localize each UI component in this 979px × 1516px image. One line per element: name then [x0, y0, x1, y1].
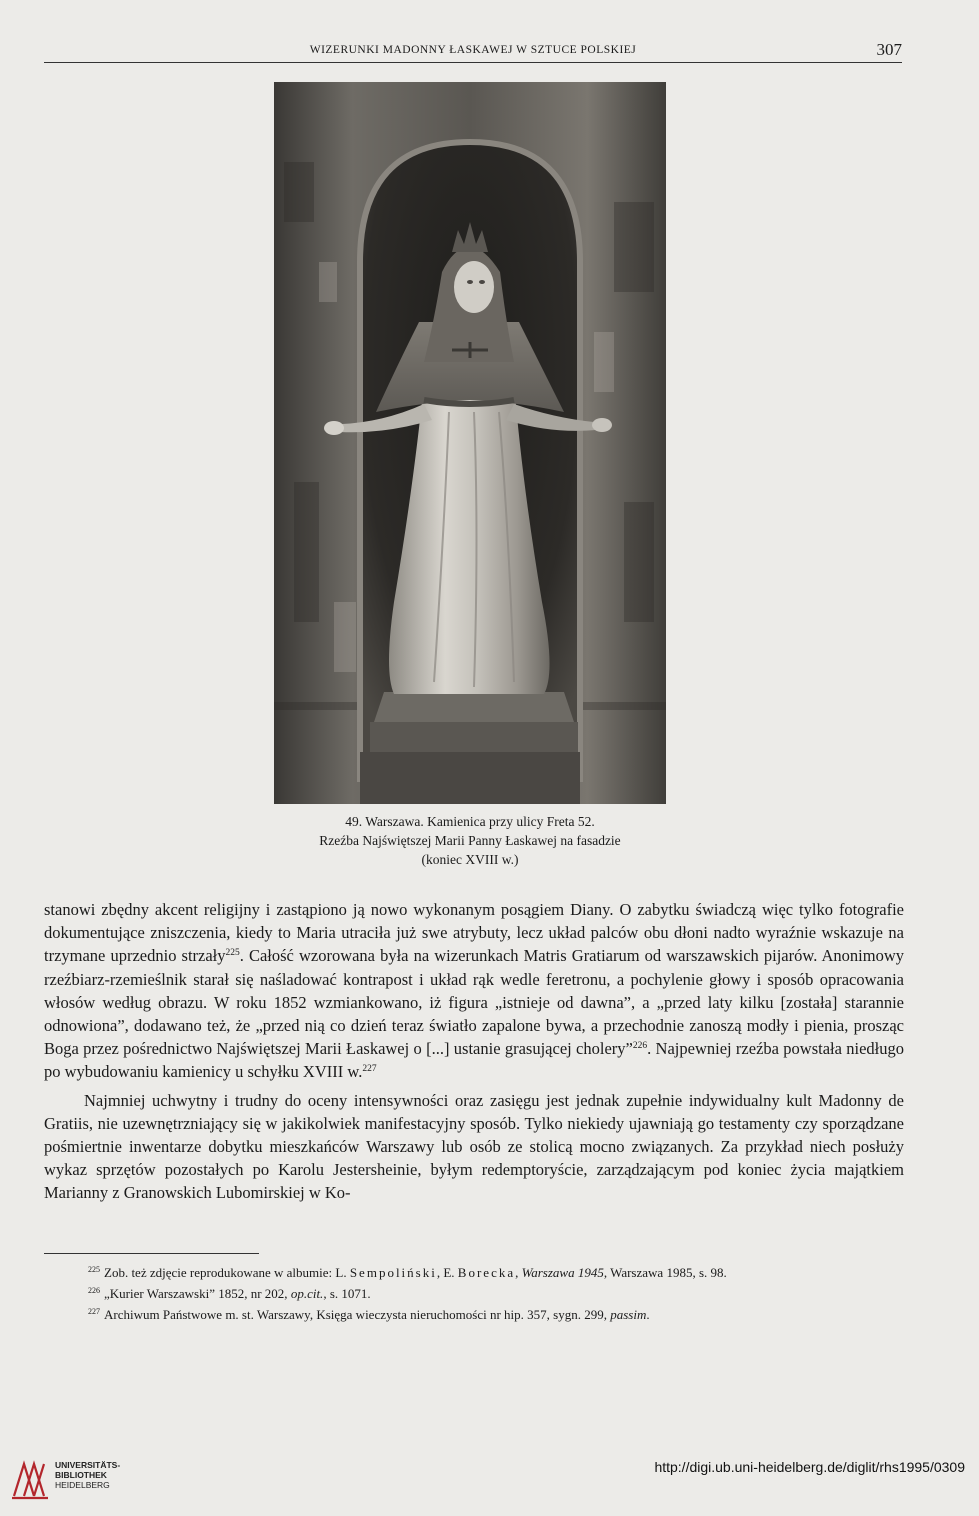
- footnote-text: Zob. też zdjęcie reprodukowane w albumie: L.: [104, 1265, 350, 1280]
- footnote-text: .: [646, 1307, 650, 1322]
- caption-line-2: Rzeźba Najświętszej Marii Panny Łaskawej na fasadzie: [319, 833, 621, 848]
- footnote-title: op.cit.: [290, 1286, 324, 1301]
- footnote-author: Borecka: [457, 1265, 516, 1280]
- footnote-227: [44, 1304, 904, 1325]
- library-line-3: HEIDELBERG: [55, 1480, 110, 1490]
- footnote-text: Archiwum Państwowe m. st. Warszawy, Księga wieczysta nieruchomości nr hip. 357, sygn. 299,: [104, 1307, 611, 1322]
- footnote-ref-225: 225: [225, 948, 240, 959]
- footnote-number: 226: [88, 1286, 100, 1295]
- caption-line-1: 49. Warszawa. Kamienica przy ulicy Freta 52.: [345, 814, 595, 829]
- footnote-226: [44, 1283, 904, 1304]
- footnote-rule: [44, 1253, 259, 1254]
- footnote-ref-226: 226: [632, 1041, 648, 1052]
- running-title: WIZERUNKI MADONNY ŁASKAWEJ W SZTUCE POLSKIEJ: [309, 44, 637, 56]
- library-line-2: BIBLIOTHEK: [55, 1470, 107, 1480]
- footnote-text: , s. 1071.: [323, 1286, 371, 1301]
- footnote-text: , E.: [436, 1265, 458, 1280]
- statue-photo-icon: [274, 82, 666, 804]
- footnotes: [44, 1262, 904, 1325]
- paragraph-1-part-b: . Całość wzorowana była na wizerunkach Matris Gratiarum od warszawskich pijarów. Anonimowy rzeźbiarz-rzemieślnik starał się naśladować kontrapost i układ rąk wedle feretronu, a pochylenie głowy i sposób opracowania włosów według obrazu. W roku 1852 wzmiankowano, iż figura „istnieje od dawna”, a „przed laty kilku [została] starannie odnowiona”, dodawano też, że „przed nią co dzień teraz światło zapalone bywa, a przechodnie zanoszą modły i pienia, prosząc Boga przez pośrednictwo Najświętszej Marii Łaskawej o [...] ustanie grasującej cholery”: [44, 946, 905, 1059]
- footnote-ref-227: 227: [362, 1064, 377, 1075]
- footnote-text: , Warszawa 1985, s. 98.: [603, 1265, 727, 1280]
- paragraph-1-part-c: . Najpewniej rzeźba powstała niedługo po wybudowaniu kamienicy u schyłku XVIII w.: [44, 1039, 904, 1082]
- statue-photo: [274, 82, 666, 804]
- library-name: [55, 1460, 120, 1490]
- footnote-number: 227: [88, 1307, 100, 1316]
- footnote-text: „Kurier Warszawski” 1852, nr 202,: [104, 1286, 291, 1301]
- paragraph-2: Najmniej uchwytny i trudny do oceny intensywności oraz zasięgu jest jednak zupełnie indywidualny kult Madonny de Gratiis, nie uzewnętrzniający się w jakikolwiek manifestacyjny sposób. Tylko niekiedy ujawniają go testamenty czy sporządzane pośmiertnie inwentarze dobytku mieszkańców Warszawy lub osób ze stolicą mocno związanych. Za przykład niech posłuży wykaz sprzętów pozostałych po Karolu Jestersheinie, byłym redemptoryście, zarządzającym pod koniec życia majątkiem Marianny z Granowskich Lubomirskiej w Ko-: [44, 1090, 904, 1203]
- footnote-author: Sempoliński: [349, 1265, 437, 1280]
- paragraph-1: [44, 898, 904, 1084]
- source-url-link[interactable]: http://digi.ub.uni-heidelberg.de/diglit/rhs1995/0309: [654, 1459, 965, 1475]
- figure-caption: [180, 812, 760, 869]
- paragraph-1-part-a: stanowi zbędny akcent religijny i zastąpiono ją nowo wykonanym posągiem Diany. O zabytku świadczą więc tylko fotografie dokumentujące zniszczenia, kiedy to Maria utraciła już swe atrybuty, lecz układ palców obu dłoni nadto wyraźnie wskazuje na trzymane uprzednio strzały: [44, 900, 904, 966]
- running-head: [44, 40, 902, 63]
- footnote-225: [44, 1262, 904, 1283]
- page-number: 307: [876, 40, 902, 59]
- footnote-title: Warszawa 1945: [521, 1265, 604, 1280]
- footnote-text: ,: [515, 1265, 522, 1280]
- caption-line-3: (koniec XVIII w.): [421, 852, 519, 867]
- body-text: [44, 898, 904, 1205]
- footnote-title: passim: [610, 1307, 647, 1322]
- footnote-number: 225: [88, 1265, 100, 1274]
- library-line-1: UNIVERSITÄTS-: [55, 1460, 121, 1470]
